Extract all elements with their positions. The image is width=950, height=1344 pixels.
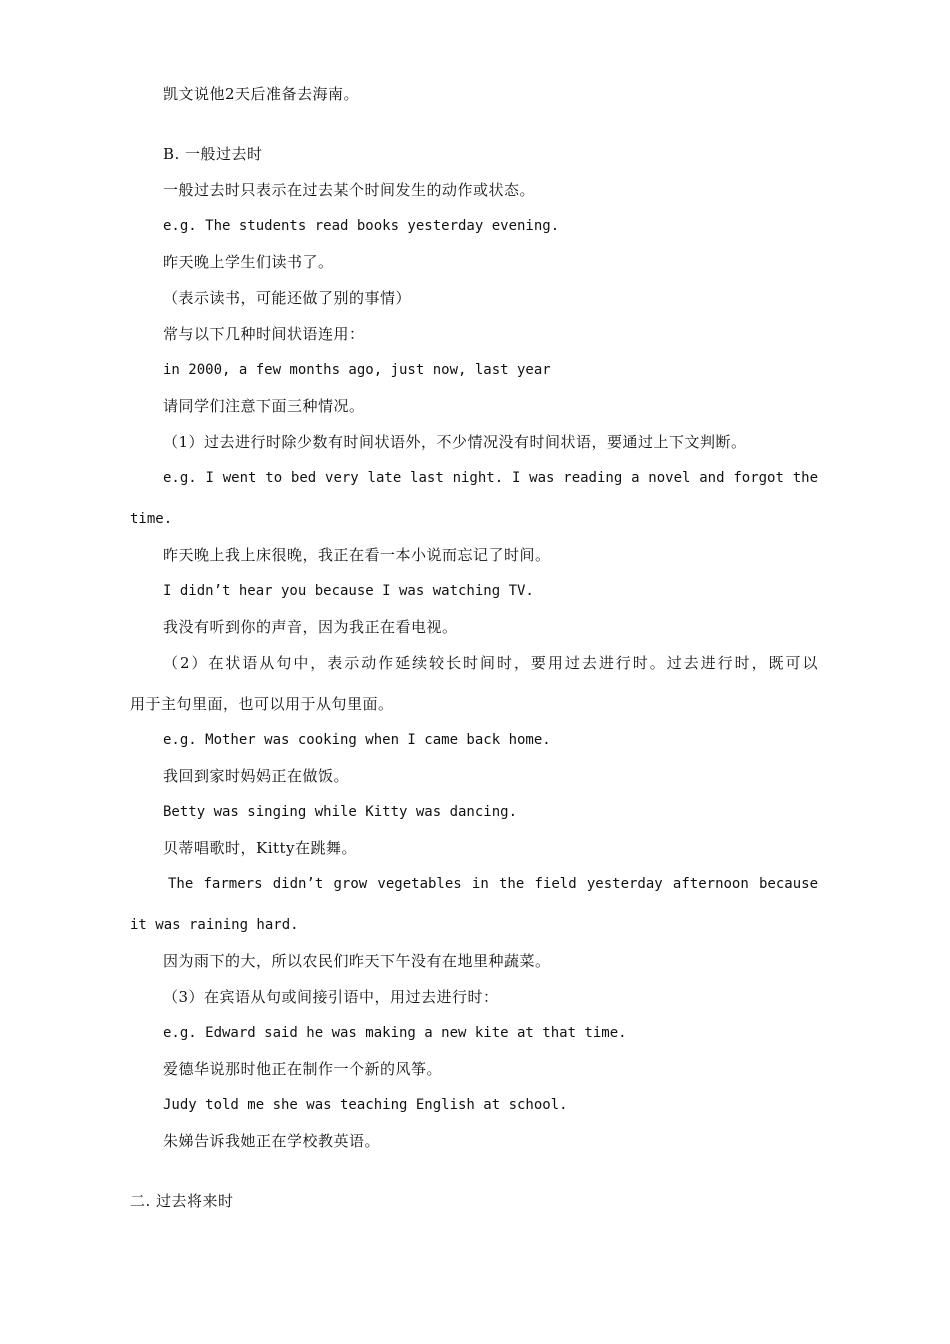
section-heading: B. 一般过去时 — [163, 145, 263, 163]
section-heading: 二. 过去将来时 — [130, 1192, 234, 1210]
translation-line: 我没有听到你的声音，因为我正在看电视。 — [163, 618, 458, 636]
example-sentence: Judy told me she was teaching English at school. — [163, 1097, 568, 1113]
text-line: （表示读书，可能还做了别的事情） — [163, 289, 412, 307]
text-line: 常与以下几种时间状语连用： — [163, 325, 365, 343]
translation-line: 昨天晚上我上床很晚，我正在看一本小说而忘记了时间。 — [163, 546, 551, 564]
translation-line: 贝蒂唱歌时，Kitty在跳舞。 — [163, 839, 358, 857]
example-sentence: The farmers didn’t grow vegetables in the field yesterday afternoon because — [168, 876, 818, 892]
example-sentence: Betty was singing while Kitty was dancing. — [163, 804, 518, 820]
rule-item-1: （1）过去进行时除少数有时间状语外，不少情况没有时间状语，要通过上下文判断。 — [163, 433, 747, 451]
example-sentence-continued: it was raining hard. — [130, 917, 299, 933]
rule-item-3: （3）在宾语从句或间接引语中，用过去进行时： — [163, 988, 499, 1006]
translation-line: 朱娣告诉我她正在学校教英语。 — [163, 1132, 381, 1150]
translation-line: 爱德华说那时他正在制作一个新的风筝。 — [163, 1060, 443, 1078]
example-sentence: e.g. The students read books yesterday evening. — [163, 218, 560, 234]
example-sentence-continued: time. — [130, 511, 173, 527]
example-sentence: e.g. Mother was cooking when I came back home. — [163, 732, 551, 748]
text-line: 一般过去时只表示在过去某个时间发生的动作或状态。 — [163, 181, 536, 199]
rule-item-2-continued: 用于主句里面，也可以用于从句里面。 — [130, 695, 394, 713]
example-sentence: I didn’t hear you because I was watching TV. — [163, 583, 534, 599]
translation-line: 因为雨下的大，所以农民们昨天下午没有在地里种蔬菜。 — [163, 952, 551, 970]
example-sentence: in 2000, a few months ago, just now, last year — [163, 362, 551, 378]
example-sentence: e.g. Edward said he was making a new kite at that time. — [163, 1025, 627, 1041]
text-line: 请同学们注意下面三种情况。 — [163, 397, 365, 415]
translation-line: 我回到家时妈妈正在做饭。 — [163, 767, 350, 785]
example-sentence: e.g. I went to bed very late last night. I was reading a novel and forgot the — [163, 470, 818, 486]
text-line: 凯文说他2天后准备去海南。 — [163, 85, 360, 103]
rule-item-2: （2）在状语从句中，表示动作延续较长时间时，要用过去进行时。过去进行时，既可以 — [163, 654, 818, 672]
translation-line: 昨天晚上学生们读书了。 — [163, 253, 334, 271]
